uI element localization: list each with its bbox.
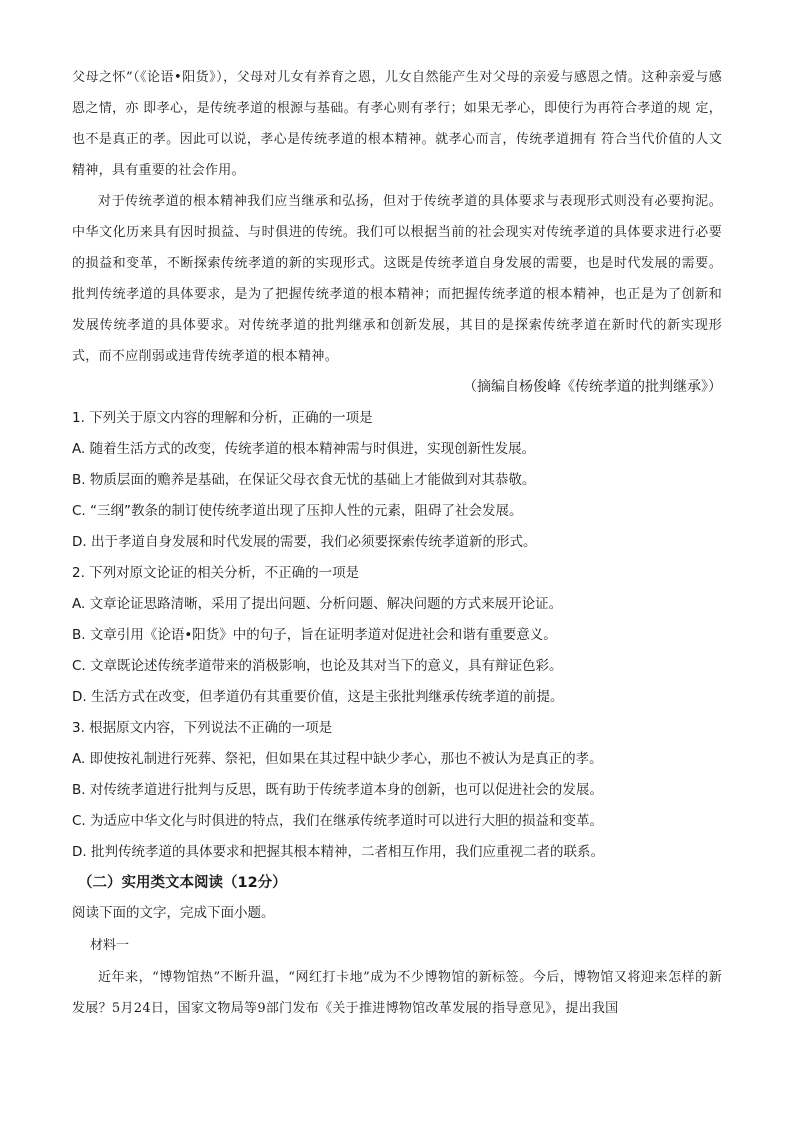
question-stem: 3. 根据原文内容，下列说法不正确的一项是: [72, 720, 333, 736]
section-instruction: 阅读下面的文字，完成下面小题。: [72, 905, 275, 921]
section-title: （二）实用类文本阅读（12分）: [78, 875, 287, 891]
option-d: D. 出于孝道自身发展和时代发展的需要，我们必须要探索传统孝道新的形式。: [72, 534, 537, 550]
question-1: [72, 403, 722, 558]
option-b: B. 物质层面的赡养是基础，在保证父母衣食无忧的基础上才能做到对其恭敬。: [72, 472, 536, 488]
passage-paragraph-2: 对于传统孝道的根本精神我们应当继承和弘扬，但对于传统孝道的具体要求与表现形式则没有必要拘泥。中华文化历来具有因时损益、与时俱进的传统。我们可以根据当前的社会现实对传统孝道的具体要求进行必要的损益和变革，不断探索传统孝道的新的实现形式。这既是传统孝道自身发展的需要，也是时代发展的需要。批判传统孝道的具体要求，是为了把握传统孝道的根本精神；而把握传统孝道的根本精神，也正是为了创新和发展传统孝道的具体要求。对传统孝道的批判继承和创新发展，其目的是探索传统孝道在新时代的新实现形式，而不应削弱或违背传统孝道的根本精神。: [72, 194, 722, 364]
option-a: A. 随着生活方式的改变，传统孝道的根本精神需与时俱进，实现创新性发展。: [72, 441, 536, 457]
option-b: B. 对传统孝道进行批判与反思，既有助于传统孝道本身的创新，也可以促进社会的发展。: [72, 782, 603, 798]
material-label: 材料一: [90, 938, 130, 953]
option-c: C. “三纲”教条的制订使传统孝道出现了压抑人性的元素，阻碍了社会发展。: [72, 503, 523, 519]
material-paragraph: 近年来，“博物馆热”不断升温，“网红打卡地”成为不少博物馆的新标签。今后，博物馆又将迎来怎样的新发展？5月24日，国家文物局等9部门发布《关于推进博物馆改革发展的指导意见》，提出我国: [72, 970, 722, 1016]
option-d: D. 生活方式在改变，但孝道仍有其重要价值，这是主张批判继承传统孝道的前提。: [72, 689, 564, 705]
option-c: C. 为适应中华文化与时俱进的特点，我们在继承传统孝道时可以进行大胆的损益和变革。: [72, 813, 604, 829]
option-c: C. 文章既论述传统孝道带来的消极影响，也论及其对当下的意义，具有辩证色彩。: [72, 658, 563, 674]
question-stem: 1. 下列关于原文内容的理解和分析，正确的一项是: [72, 410, 373, 426]
document-page: [72, 62, 722, 1024]
passage-source: （摘编自杨俊峰《传统孝道的批判继承》）: [463, 379, 722, 395]
option-d: D. 批判传统孝道的具体要求和把握其根本精神，二者相互作用，我们应重视二者的联系。: [72, 844, 604, 860]
question-2: [72, 558, 722, 713]
question-3: [72, 713, 722, 868]
question-stem: 2. 下列对原文论证的相关分析，不正确的一项是: [72, 565, 360, 581]
passage-paragraph-1: 父母之怀”（《论语•阳货》），父母对儿女有养育之恩，儿女自然能产生对父母的亲爱与感恩之情。这种亲爱与感恩之情，亦 即孝心，是传统孝道的根源与基础。有孝心则有孝行；如果无孝心，即使行为再符合孝道的规 定，也不是真正的孝。因此可以说，孝心是传统孝道的根本精神。就孝心而言，传统孝道拥有 符合当代价值的人文精神，具有重要的社会作用。: [72, 70, 722, 178]
option-a: A. 即使按礼制进行死葬、祭祀，但如果在其过程中缺少孝心，那也不被认为是真正的孝。: [72, 751, 603, 767]
option-a: A. 文章论证思路清晰，采用了提出问题、分析问题、解决问题的方式来展开论证。: [72, 596, 563, 612]
option-b: B. 文章引用《论语•阳货》中的句子，旨在证明孝道对促进社会和谐有重要意义。: [72, 627, 557, 643]
